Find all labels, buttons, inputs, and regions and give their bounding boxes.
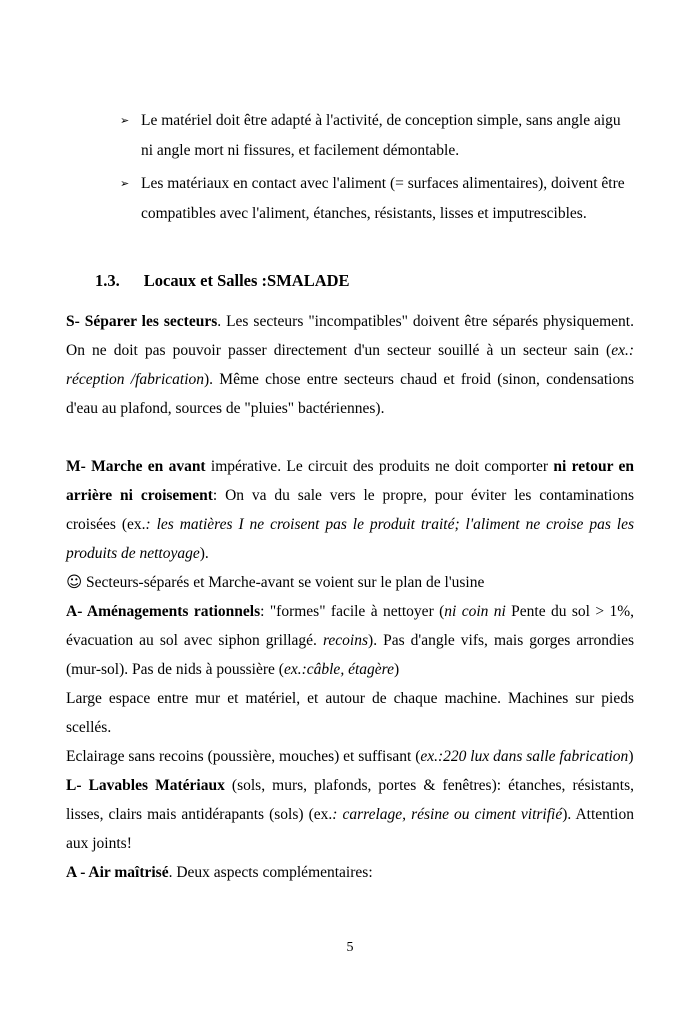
text-run: ex.: réception /fabrication [66,342,634,388]
text-run: : carrelage, résine ou ciment vitrifié [332,806,563,823]
paragraph-separer-les-secteurs [66,307,634,423]
paragraph-marche-en-avant [66,452,634,568]
paragraph-large-espace [66,684,634,742]
text-run: . Les secteurs "incompatibles" doivent être séparés physiquement. On ne doit pas pouvoir passer directement d'un secteur souillé à un secteur sain ( [66,313,634,359]
text-run: ). Même chose entre secteurs chaud et froid (sinon, condensations d'eau au plafond, sources de "pluies" bactériennes). [66,371,634,417]
text-run: Eclairage sans recoins (poussière, mouches) et suffisant ( [66,748,421,765]
text-run: ex.:220 lux dans salle fabrication [420,748,629,765]
text-run: ). Pas d'angle vifs, mais gorges arrondies (mur-sol). Pas de nids à poussière ( [66,632,634,678]
text-run: : les matières I ne croisent pas le produit traité; l'aliment ne croise pas les produits de nettoyage [66,516,634,562]
paragraph-secteurs-separes-plan-usine [66,568,634,597]
arrow-bullet-icon: ➢ [120,177,130,190]
smiley-icon: ☺ [66,573,83,591]
text-run: ). Attention aux joints! [66,806,634,852]
heading-title: Locaux et Salles :SMALADE [143,271,350,290]
text-run: (sols, murs, plafonds, portes & fenêtres): étanches, résistants, lisses, clairs mais antidérapants (sols) (ex. [66,777,634,823]
arrow-bullet-icon: ➢ [120,114,130,127]
paragraph-amenagements-rationnels [66,597,634,684]
section-heading [95,270,634,292]
bullet-list [120,106,634,229]
paragraph-eclairage [66,742,634,771]
bullet-text [141,169,634,229]
text-run: Les matériaux en contact avec l'aliment (= surfaces alimentaires), doivent être compatibles avec l'aliment, étanches, résistants, lisses et imputrescibles. [141,175,625,222]
text-run: ) [393,661,400,678]
text-run: ). [199,545,209,562]
text-run: recoins [322,632,369,649]
heading-number: 1.3. [95,271,120,290]
text-run: ni retour en arrière ni croisement [66,458,635,504]
page-number: 5 [346,940,354,955]
text-run: L- Lavables Matériaux [66,777,225,794]
bullet-item [120,169,634,229]
text-run: ni coin ni [444,603,506,620]
text-run: Le matériel doit être adapté à l'activité, de conception simple, sans angle aigu ni angle mort ni fissures, et facilement démontable. [141,112,621,159]
text-run: M- Marche en avant [66,458,206,475]
text-run: Secteurs-séparés et Marche-avant se voient sur le plan de l'usine [82,574,485,591]
text-run: A - Air maîtrisé [66,864,169,881]
text-run: ex.:câble, étagère [283,661,394,678]
paragraph-lavables-materiaux [66,771,634,858]
text-run: Pente du sol > 1%, évacuation au sol avec siphon grillagé. [66,603,634,649]
text-run: . Deux aspects complémentaires: [168,864,373,881]
paragraph-air-maitrise [66,858,634,887]
text-run: Large espace entre mur et matériel, et autour de chaque machine. Machines sur pieds scellés. [66,690,634,736]
text-run: : "formes" facile à nettoyer ( [260,603,445,620]
text-run: impérative. Le circuit des produits ne doit comporter [205,458,554,475]
text-run: A- Aménagements rationnels [66,603,261,620]
text-run: : On va du sale vers le propre, pour éviter les contaminations croisées (ex. [66,487,634,533]
bullet-item [120,106,634,166]
body-paragraphs [66,307,634,887]
text-run: S- Séparer les secteurs [66,313,218,330]
bullet-text [141,106,634,166]
text-run: ) [628,748,634,765]
